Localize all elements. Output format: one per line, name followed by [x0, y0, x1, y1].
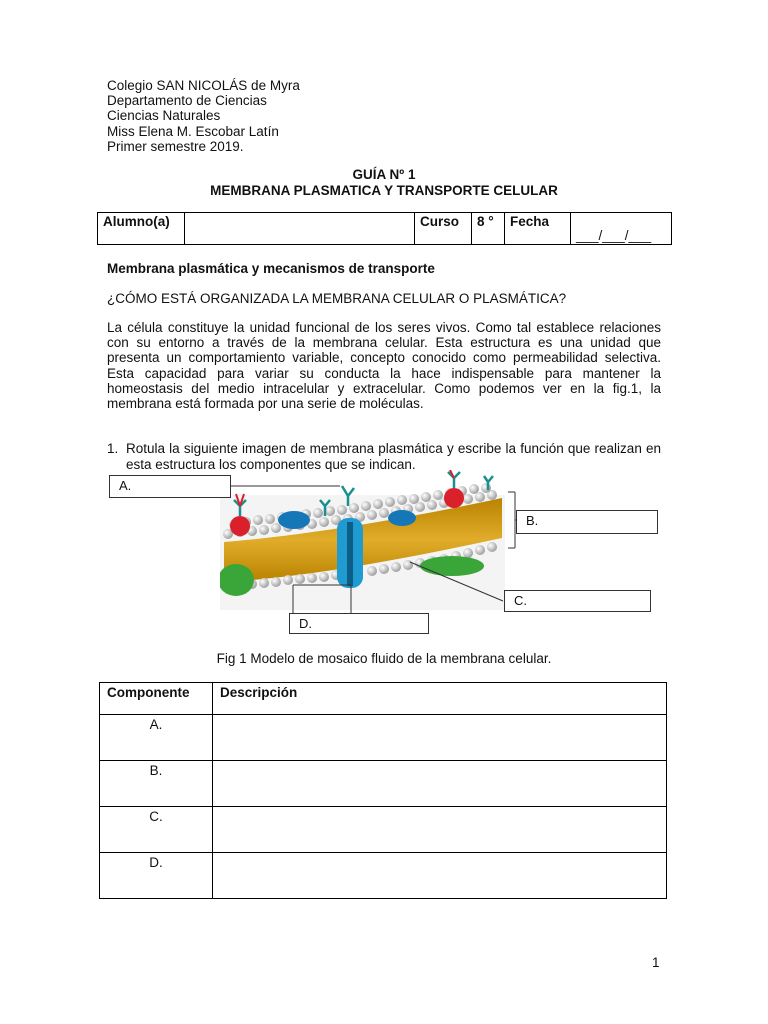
- component-letter: C.: [100, 807, 213, 853]
- label-box-a[interactable]: A.: [109, 475, 231, 498]
- department-name: Departamento de Ciencias: [107, 93, 267, 108]
- table-row: [100, 807, 667, 853]
- label-box-c[interactable]: C.: [504, 590, 651, 612]
- description-cell[interactable]: [213, 761, 667, 807]
- header-description: Descripción: [213, 683, 667, 715]
- guide-title: MEMBRANA PLASMATICA Y TRANSPORTE CELULAR: [210, 183, 558, 198]
- instruction-number: 1.: [107, 441, 119, 456]
- label-box-d[interactable]: D.: [289, 613, 429, 634]
- table-row: [100, 715, 667, 761]
- course-label: Curso: [415, 213, 472, 245]
- component-letter: D.: [100, 853, 213, 899]
- guide-number: GUÍA Nº 1: [352, 167, 416, 182]
- header-component: Componente: [100, 683, 213, 715]
- component-letter: B.: [100, 761, 213, 807]
- course-value: 8 °: [472, 213, 505, 245]
- intro-paragraph: La célula constituye la unidad funcional de los seres vivos. Como tal establece relaciones con su entorno a través de la membrana celular. Esta estructura es una unidad que presenta un comportamiento variable, concepto conocido como permeabilidad selectiva. Esta capacidad para variar su conducta la hace indispensable para mantener la homeostasis del medio intracelular y extracelular. Como podemos ver en la fig.1, la membrana está formada por una serie de moléculas.: [107, 320, 661, 412]
- page-number: 1: [652, 955, 660, 970]
- student-label: Alumno(a): [98, 213, 185, 245]
- description-cell[interactable]: [213, 807, 667, 853]
- section-question: ¿CÓMO ESTÁ ORGANIZADA LA MEMBRANA CELULAR O PLASMÁTICA?: [107, 291, 567, 306]
- school-name: Colegio SAN NICOLÁS de Myra: [107, 78, 300, 93]
- section-heading: Membrana plasmática y mecanismos de transporte: [107, 261, 435, 276]
- semester-text: Primer semestre 2019.: [107, 139, 244, 154]
- date-field[interactable]: ___/___/___: [571, 213, 672, 245]
- description-cell[interactable]: [213, 853, 667, 899]
- date-label: Fecha: [505, 213, 571, 245]
- components-table: [99, 682, 667, 899]
- label-box-b[interactable]: B.: [516, 510, 658, 534]
- figure-caption: Fig 1 Modelo de mosaico fluido de la membrana celular.: [216, 651, 552, 666]
- component-letter: A.: [100, 715, 213, 761]
- subject-name: Ciencias Naturales: [107, 108, 221, 123]
- table-row: [100, 853, 667, 899]
- description-cell[interactable]: [213, 715, 667, 761]
- teacher-name: Miss Elena M. Escobar Latín: [107, 124, 279, 139]
- instruction-text: Rotula la siguiente imagen de membrana plasmática y escribe la función que realizan en esta estructura los componentes que se indican.: [126, 441, 661, 472]
- table-row: [100, 761, 667, 807]
